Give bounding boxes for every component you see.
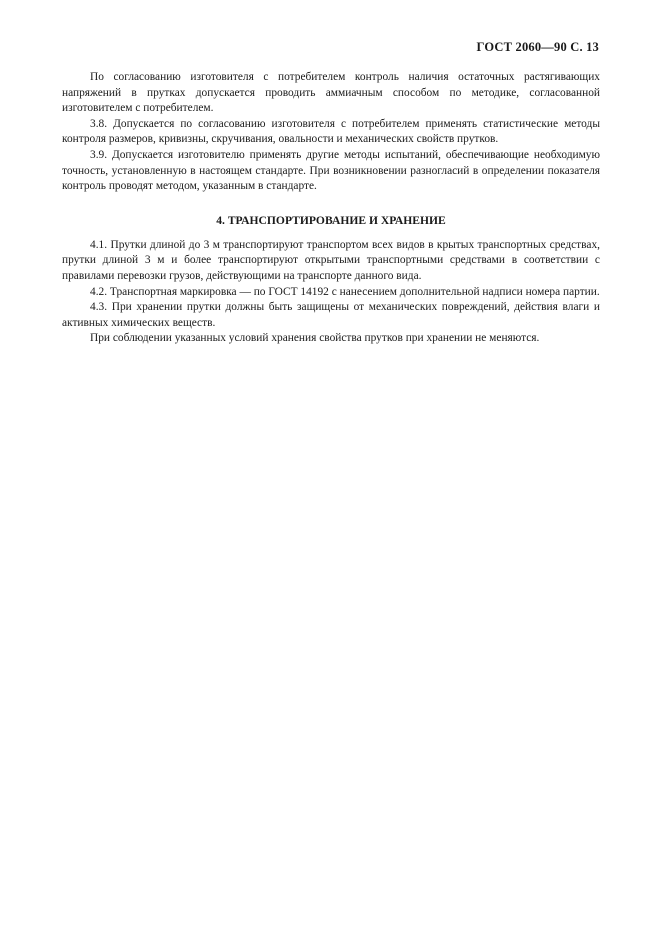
paragraph-3-8: 3.8. Допускается по согласованию изготовителя с потребителем применять статистические методы контроля размеров, кривизны, скручивания, овальности и механических свойств прутков. xyxy=(62,117,600,146)
paragraph-4-3: 4.3. При хранении прутки должны быть защищены от механических повреждений, действия влаги и активных химических веществ. xyxy=(62,301,600,329)
paragraph-3-9: 3.9. Допускается изготовителю применять другие методы испытаний, обеспечивающие необходимую точность, установленную в настоящем стандарте. При возникновении разногласий в определении показателя контроль проводят методом, указанным в стандарте. xyxy=(62,148,600,193)
paragraph-4-2: 4.2. Транспортная маркировка — по ГОСТ 14192 с нанесением дополнительной надписи номера партии. xyxy=(90,285,600,298)
paragraph-residual-stress-control: По согласованию изготовителя с потребителем контроль наличия остаточных растягивающих напряжений в прутках допускается проводить аммиачным способом по методике, согласованной изготовителем с потребителем. xyxy=(62,71,600,115)
section-title-transport-storage: 4. ТРАНСПОРТИРОВАНИЕ И ХРАНЕНИЕ xyxy=(216,213,446,227)
body-text xyxy=(62,70,600,347)
paragraph-storage-conditions: При соблюдении указанных условий хранения свойства прутков при хранении не меняются. xyxy=(90,332,540,345)
running-header: ГОСТ 2060—90 С. 13 xyxy=(476,40,599,54)
paragraph-4-1: 4.1. Прутки длиной до 3 м транспортируют транспортом всех видов в крытых транспортных средствах, прутки длиной 3 м и более транспортируют открытыми транспортными средствами в соответствии с правилами перевозки грузов, действующими на транспорте данного вида. xyxy=(62,238,600,282)
